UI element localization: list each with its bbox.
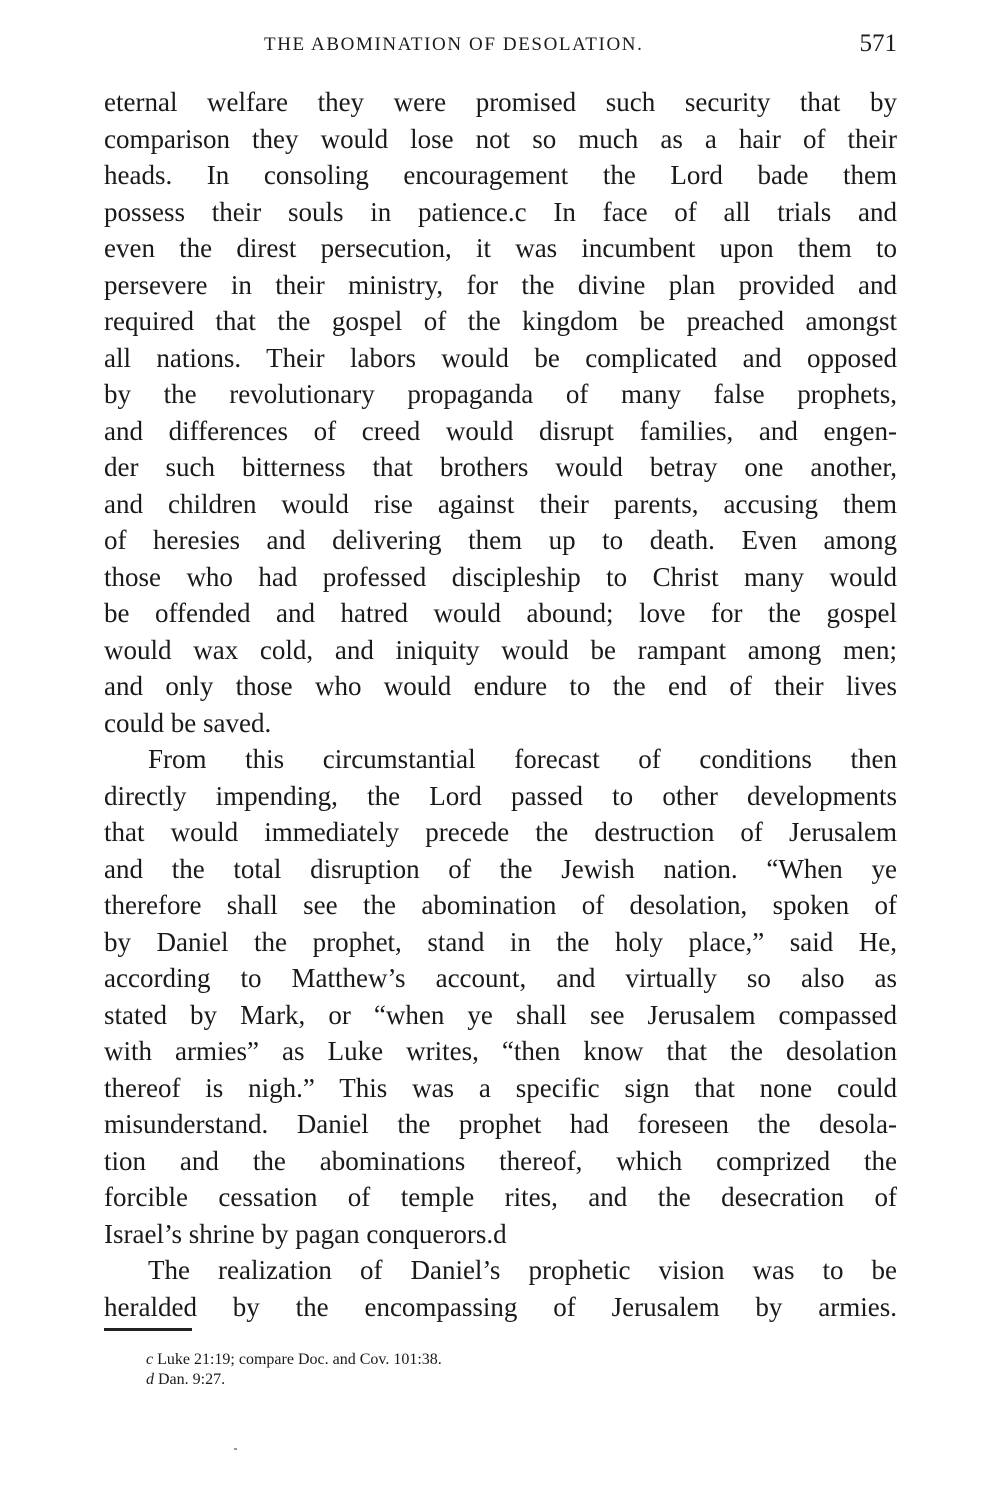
- text-line: even the direst persecution, it was incumbent upon them to: [104, 233, 897, 263]
- text-line: by the revolutionary propaganda of many false prophets,: [104, 379, 897, 409]
- text-line: der such bitterness that brothers would betray one another,: [104, 452, 897, 482]
- footnote-text: Dan. 9:27.: [158, 1371, 226, 1388]
- text-line: be offended and hatred would abound; love for the gospel: [104, 598, 897, 628]
- text-line: those who had professed discipleship to Christ many would: [104, 561, 897, 592]
- text-line: Israel’s shrine by pagan conquerors.d: [104, 1218, 507, 1249]
- text-line: misunderstand. Daniel the prophet had foreseen the desola-: [104, 1109, 897, 1139]
- text-line: The realization of Daniel’s prophetic vision was to be: [148, 1255, 897, 1285]
- footnotes: [146, 1350, 442, 1390]
- text-line: with armies” as Luke writes, “then know that the desolation: [104, 1036, 897, 1066]
- page-number: 571: [859, 30, 897, 57]
- text-line: thereof is nigh.” This was a specific sign that none could: [104, 1072, 897, 1103]
- footnote-c: [146, 1350, 442, 1370]
- scan-speck: [234, 1448, 237, 1450]
- text-line: would wax cold, and iniquity would be rampant among men;: [104, 634, 897, 665]
- footnote-d: [146, 1370, 442, 1390]
- body-text: [104, 84, 897, 1325]
- text-line: and differences of creed would disrupt families, and engen-: [104, 415, 897, 446]
- footnote-mark: c: [146, 1351, 154, 1368]
- text-line: by Daniel the prophet, stand in the holy place,” said He,: [104, 926, 897, 957]
- text-line: eternal welfare they were promised such security that by: [104, 87, 897, 117]
- text-line: and the total disruption of the Jewish nation. “When ye: [104, 853, 897, 884]
- footnote-text: Luke 21:19; compare Doc. and Cov. 101:38.: [157, 1351, 442, 1368]
- text-line: heads. In consoling encouragement the Lord bade them: [104, 160, 897, 190]
- text-line: and only those who would endure to the end of their lives: [104, 671, 897, 701]
- text-line: all nations. Their labors would be complicated and opposed: [104, 342, 897, 373]
- text-line: tion and the abominations thereof, which comprized the: [104, 1145, 897, 1176]
- footnote-mark: d: [146, 1371, 154, 1388]
- text-line: heralded by the encompassing of Jerusalem by armies.: [104, 1291, 897, 1322]
- text-line: stated by Mark, or “when ye shall see Jerusalem compassed: [104, 999, 897, 1030]
- text-line: could be saved.: [104, 707, 272, 738]
- running-head: [104, 30, 897, 60]
- text-line: forcible cessation of temple rites, and the desecration of: [104, 1182, 897, 1212]
- text-line: of heresies and delivering them up to death. Even among: [104, 525, 897, 555]
- text-line: required that the gospel of the kingdom be preached amongst: [104, 306, 897, 336]
- text-line: persevere in their ministry, for the divine plan provided and: [104, 269, 897, 300]
- text-line: and children would rise against their parents, accusing them: [104, 488, 897, 519]
- text-line: directly impending, the Lord passed to other developments: [104, 780, 897, 811]
- text-line: comparison they would lose not so much as a hair of their: [104, 123, 897, 154]
- text-line: that would immediately precede the destruction of Jerusalem: [104, 817, 897, 847]
- text-line: according to Matthew’s account, and virtually so also as: [104, 963, 897, 993]
- text-line: From this circumstantial forecast of conditions then: [148, 744, 897, 774]
- text-line: therefore shall see the abomination of desolation, spoken of: [104, 890, 897, 920]
- text-line: possess their souls in patience.c In face of all trials and: [104, 196, 897, 227]
- footnote-rule: [104, 1328, 192, 1331]
- running-title: THE ABOMINATION OF DESOLATION.: [264, 34, 644, 55]
